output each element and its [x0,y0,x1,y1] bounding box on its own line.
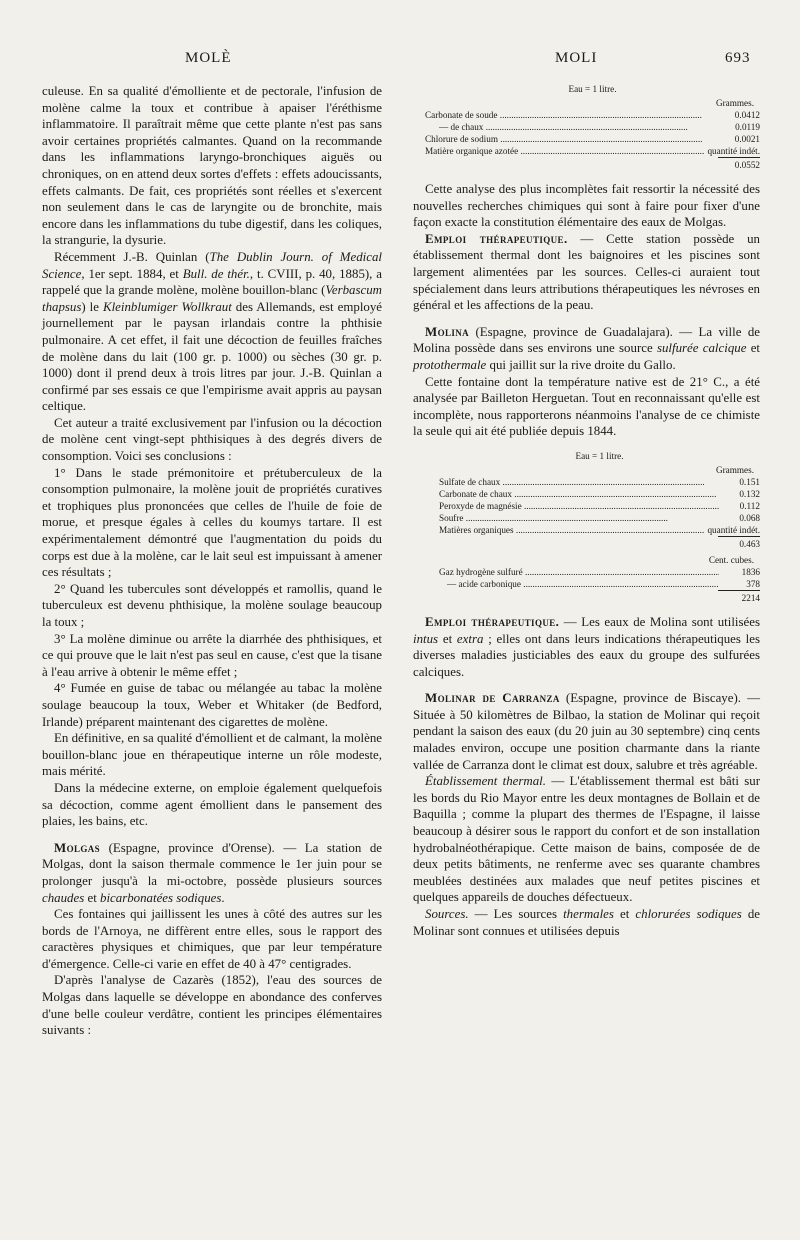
table-row: Peroxyde de magnésie ..... 0.112 [439,500,760,512]
entry-molgas: Molgas (Espagne, province d'Orense). — La station de Molgas, dont la saison thermale commence le 1er juin pour se prolonger jusqu'à la mi-octobre, possède plusieurs sources chaudes et bicarbonatées sodiques. [42,840,382,905]
table-total: 2214 [439,590,760,604]
table-unit: Grammes. [715,98,754,108]
entry-keyword: Molinar de Carranza [425,691,560,706]
entry-keyword: Molina [425,324,470,339]
table-row: Soufre ..... 0.068 [439,512,760,524]
paragraph: culeuse. En sa qualité d'émolliente et de pectorale, l'infusion de molène calme la toux et contribue à apaiser l'éréthisme inflammatoire. Il paraîtrait même que cette plante n'est pas sans avoir certaines propriétés calmantes. Quand on la recommande dans les inflammations laryngo-bronchiques aiguës ou chroniques, on en attend deux sortes d'effets : effets adoucissants, effets calmants. De fait, ces propriétés sont réelles et s'exercent non seulement dans le cas de laryngite ou de bronchite, mais encore dans les inflammations du tube digestif, dans les coliques, la strangurie, la dysurie. [42,84,382,248]
right-column [413,83,760,939]
entry-molinar: Molinar de Carranza (Espagne, province de Biscaye). — Située à 50 kilomètres de Bilbao, la station de Molinar qui reçoit pendant la saison des eaux (du 20 juin au 30 septembre) cinq cents malades environ, occupe une position charmante dans la riante vallée de Carranza dont le climat est doux, salubre et très agréable. [413,691,760,772]
table-unit: Grammes. [715,464,754,475]
section-keyword: Emploi thérapeutique. [425,614,560,629]
paragraph: 1° Dans le stade prémonitoire et prétuberculeux de la consomption pulmonaire, la molène jouit de propriétés curatives et trophiques plus prononcées que celles de l'huile de foie de morue, et presque égales à celles du koumys tartare. Il est expérimentalement démontré que l'augmentation du poids du corps est due à la molène, car le lait seul est impuissant à amener ces résultats ; [42,465,382,580]
paragraph: Cet auteur a traité exclusivement par l'infusion ou la décoction de molène cent vingt-sept phthisiques à des degrés divers de consomption. Voici ses conclusions : [42,415,382,464]
table-total: 0.0552 [425,157,760,171]
table-row: — acide carbonique ..... 378 [439,578,760,590]
entry-molina: Molina (Espagne, province de Guadalajara). — La ville de Molina possède dans ses environs une source sulfurée calcique et protothermale qui jaillit sur la rive droite du Gallo. [413,324,761,372]
table-row: Matières organiques ..... quantité indét. [439,524,760,536]
table-total: 0.463 [439,536,760,550]
analysis-table-molgas [413,83,760,171]
entry-keyword: Molgas [54,840,101,855]
table-unit: Cent. cubes. [708,554,754,565]
paragraph: En définitive, en sa qualité d'émollient et de calmant, la molène bouillon-blanc joue en thérapeutique interne un rôle modeste, mais mérité. [42,731,382,779]
paragraph: Cette fontaine dont la température native est de 21° C., a été analysée par Bailleton Herguetan. Tout en reconnaissant qu'elle est incomplète, nous rapporterons néanmoins l'analyse de ce chimiste la seule qui ait été publiée depuis 1844. [413,374,760,439]
paragraph-quinlan: Récemment J.-B. Quinlan (The Dublin Journ. of Medical Science, 1er sept. 1884, et Bull. de thér., t. CVIII, p. 40, 1885), a rappelé que la grande molène, molène bouillon-blanc (Verbascum thapsus) le Kleinblumiger Wollkraut des Allemands, est employé journellement par le paysan irlandais contre la phthisie pulmonaire. A cet effet, il fait une décoction de feuilles fraîches de molène dans du lait (100 gr. p. 1000) ou sèches (30 gr. p. 1000) dont il prend deux à trois litres par jour. J.-B. Quinlan a confirmé par ses essais ce que l'empirisme avait appris au paysan celtique. [42,249,383,414]
running-header-left: MOLÈ [185,50,232,66]
table-title: Eau = 1 litre. [575,450,624,461]
table-row: — de chaux ..... 0.0119 [425,121,760,133]
paragraph: D'après l'analyse de Cazarès (1852), l'eau des sources de Molgas dans laquelle se développe en abondance des conferves d'une belle couleur verdâtre, contient les principes élémentaires suivants : [42,973,382,1038]
paragraph: Cette analyse des plus incomplètes fait ressortir la nécessité des nouvelles recherches chimiques qui sont à faire pour fixer d'une façon exacte la constitution élémentaire des eaux de Molgas. [413,182,760,230]
paragraph: 4° Fumée en guise de tabac ou mélangée au tabac la molène soulage beaucoup la toux, Weber et Whitaker (de Bedford, Irlande) préparent maintenant des cigarettes de molène. [42,681,382,729]
section-keyword: Emploi thérapeutique. [425,231,568,246]
table-row: Carbonate de chaux ..... 0.132 [439,488,760,500]
table-row: Matière organique azotée ..... quantité indét. [425,145,760,157]
paragraph-sources: Sources. — Les sources thermales et chlorurées sodiques de Molinar sont connues et utilisées depuis [413,907,761,938]
paragraph-emploi: Emploi thérapeutique. — Les eaux de Molina sont utilisées intus et extra ; elles ont dans leurs indications thérapeutiques les diverses maladies justiciables des eaux du groupe des sulfurées calciques. [413,614,760,679]
paragraph: Ces fontaines qui jaillissent les unes à côté des autres sur les bords de l'Arnoya, ne diffèrent entre elles, sous le rapport des caractères physiques et chimiques, que par leur température d'émergence. Celle-ci varie en effet de 40 à 47° centigrades. [42,907,382,971]
table-row: Gaz hydrogène sulfuré ..... 1836 [439,566,760,578]
table-title: Eau = 1 litre. [568,84,617,94]
paragraph: Dans la médecine externe, on emploie également quelquefois sa décoction, comme agent émollient dans le pansement des plaies, les bains, etc. [42,780,382,829]
paragraph-emploi: Emploi thérapeutique. — Cette station possède un établissement thermal dont les baignoires et les piscines sont largement alimentées par les sources. Celles-ci auraient tout spécialement dans leurs attributions thérapeutiques les névroses en général et les affections de la peau. [413,231,760,313]
paragraph-etablissement: Établissement thermal. — L'établissement thermal est bâti sur les bords du Rio Mayor entre les deux montagnes de Bollain et de Baquilla ; comme la plupart des thermes de l'Espagne, il laisse beaucoup à désirer sous le rapport du confort et de son installation hydrobalnéothérapique. Cette maison de bains, composée de de deux petits bâtiments, ne renferme avec ses quarante chambres meublées destinées aux malades que neuf petites piscines et quelques appareils de douches défectueux. [413,774,760,905]
table-row: Sulfate de chaux ..... 0.151 [439,476,760,488]
running-header-center: MOLI [555,50,598,66]
table-row: Carbonate de soude ..... 0.0412 [425,109,760,121]
page-number: 693 [725,50,751,66]
paragraph: 2° Quand les tubercules sont développés et ramollis, quand le tuberculeux est devenu phthisique, la molène soulage beaucoup la toux ; [42,581,382,629]
paragraph: 3° La molène diminue ou arrête la diarrhée des phthisiques, et ce qui prouve que le lait n'est pas seul en cause, c'est que la tisane à l'eau arrive à obtenir le même effet ; [42,631,382,679]
table-row: Chlorure de sodium ..... 0.0021 [425,133,760,145]
left-column [42,83,382,1039]
analysis-table-molina [413,450,760,604]
